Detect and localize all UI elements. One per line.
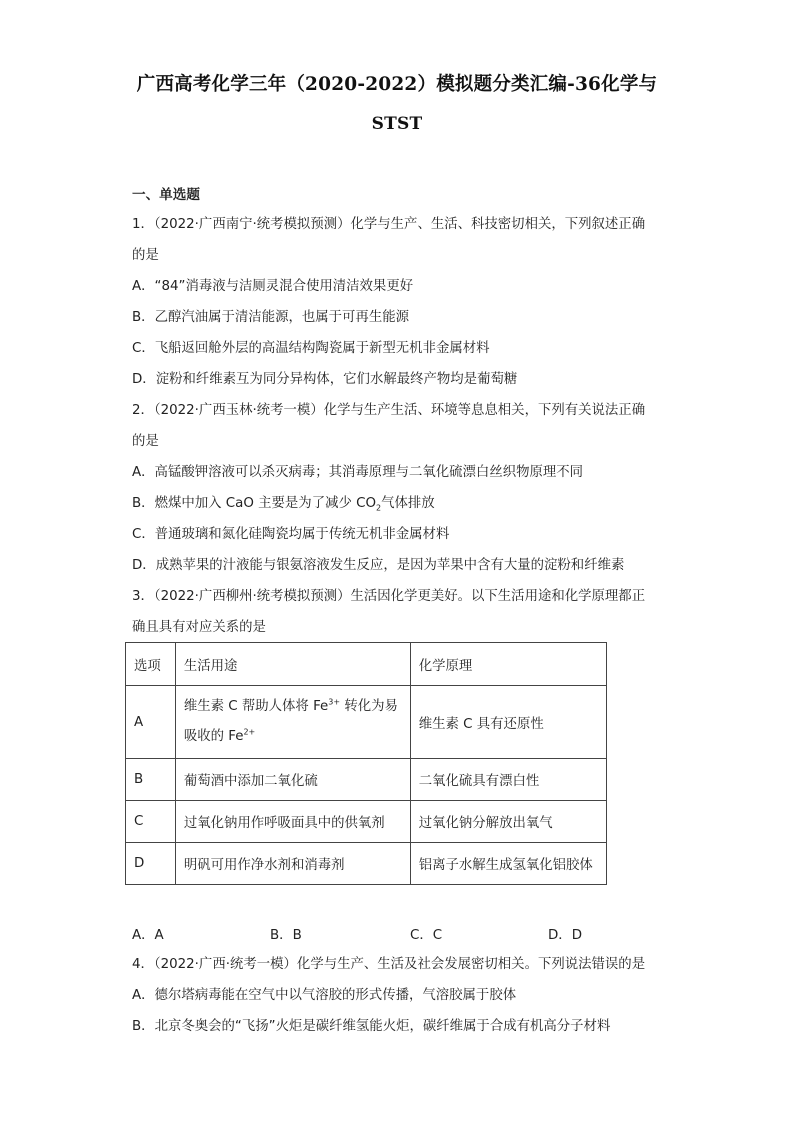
row-a-use-text-3: 吸收的 Fe	[183, 729, 244, 744]
row-a-use-text: 维生素 C 帮助人体将 Fe	[183, 699, 329, 714]
q3-option-d: D．D	[548, 928, 583, 943]
row-a-use-text-2: 转化为易	[340, 699, 398, 714]
row-a-option: A	[126, 686, 176, 759]
q1-stem-cont: 的是	[132, 248, 159, 263]
row-d-option: D	[126, 843, 176, 885]
q2-option-c: C．普通玻璃和氮化硅陶瓷均属于传统无机非金属材料	[132, 527, 450, 542]
row-b-option: B	[126, 759, 176, 801]
q2-option-b-tail: 气体排放	[381, 496, 435, 511]
q3-option-c: C．C	[410, 928, 443, 943]
header-use: 生活用途	[175, 643, 410, 686]
q1-option-c: C．飞船返回舱外层的高温结构陶瓷属于新型无机非金属材料	[132, 341, 490, 356]
q3-stem-cont: 确且具有对应关系的是	[132, 620, 266, 635]
document-title-line1: 广西高考化学三年（2020-2022）模拟题分类汇编-36化学与	[136, 74, 658, 95]
header-principle: 化学原理	[410, 643, 606, 686]
row-b-use: 葡萄酒中添加二氧化硫	[175, 759, 410, 801]
header-option: 选项	[126, 643, 176, 686]
q4-stem: 4．（2022·广西·统考一模）化学与生产、生活及社会发展密切相关。下列说法错误的是	[132, 957, 646, 972]
q1-option-a: A．“84”消毒液与洁厕灵混合使用清洁效果更好	[132, 279, 414, 294]
q3-option-b: B．B	[270, 928, 302, 943]
table-row	[126, 801, 607, 843]
q4-option-b: B．北京冬奥会的“飞扬”火炬是碳纤维氢能火炬，碳纤维属于合成有机高分子材料	[132, 1019, 611, 1034]
row-a-use	[175, 686, 410, 759]
q3-option-a: A．A	[132, 928, 164, 943]
document-title-line2: STST	[371, 114, 423, 134]
q1-option-b: B．乙醇汽油属于清洁能源，也属于可再生能源	[132, 310, 409, 325]
row-d-principle: 铝离子水解生成氢氧化铝胶体	[410, 843, 606, 885]
q2-option-b	[132, 495, 435, 513]
q2-stem-cont: 的是	[132, 434, 159, 449]
row-c-option: C	[126, 801, 176, 843]
fe3-charge: 3+	[328, 697, 341, 707]
table-row	[126, 759, 607, 801]
q3-stem: 3．（2022·广西柳州·统考模拟预测）生活因化学更美好。以下生活用途和化学原理都正	[132, 589, 646, 604]
co2-subscript: 2	[376, 503, 382, 513]
q3-options	[132, 924, 602, 942]
q1-stem: 1．（2022·广西南宁·统考模拟预测）化学与生产、生活、科技密切相关，下列叙述正确	[132, 217, 646, 232]
table-header-row	[126, 643, 607, 686]
q3-table	[125, 642, 607, 885]
row-b-principle: 二氧化硫具有漂白性	[410, 759, 606, 801]
q2-option-a: A．高锰酸钾溶液可以杀灭病毒；其消毒原理与二氧化硫漂白丝织物原理不同	[132, 465, 584, 480]
row-c-use: 过氧化钠用作呼吸面具中的供氧剂	[175, 801, 410, 843]
row-a-principle: 维生素 C 具有还原性	[410, 686, 606, 759]
q1-option-d: D．淀粉和纤维素互为同分异构体，它们水解最终产物均是葡萄糖	[132, 372, 518, 387]
table-row	[126, 843, 607, 885]
q4-option-a: A．德尔塔病毒能在空气中以气溶胶的形式传播，气溶胶属于胶体	[132, 988, 517, 1003]
row-d-use: 明矾可用作净水剂和消毒剂	[175, 843, 410, 885]
q2-option-d: D．成熟苹果的汁液能与银氨溶液发生反应，是因为苹果中含有大量的淀粉和纤维素	[132, 558, 625, 573]
table-row	[126, 686, 607, 759]
q2-stem: 2．（2022·广西玉林·统考一模）化学与生产生活、环境等息息相关，下列有关说法正确	[132, 403, 646, 418]
row-c-principle: 过氧化钠分解放出氧气	[410, 801, 606, 843]
section-heading: 一、单选题	[132, 187, 200, 203]
fe2-charge: 2+	[243, 727, 256, 737]
q2-option-b-text: B．燃煤中加入 CaO 主要是为了减少 CO	[132, 496, 377, 511]
